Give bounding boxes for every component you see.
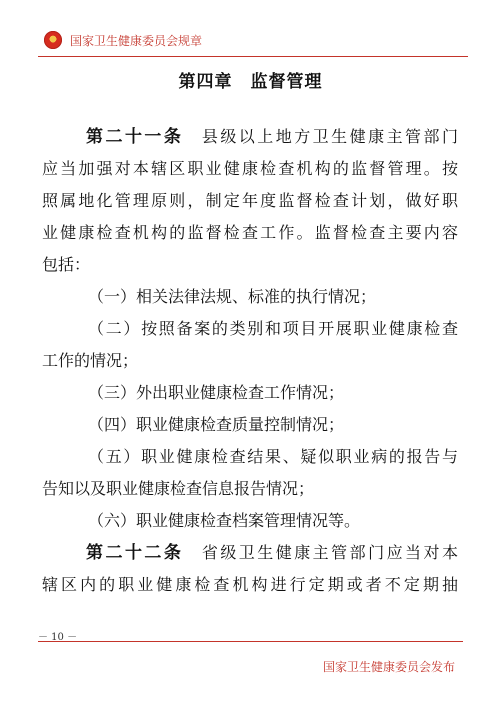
list-item-continuation: 工作的情况； — [42, 351, 139, 370]
list-item: （五）职业健康检查结果、疑似职业病的报告与 — [88, 447, 458, 466]
article-21-line: 照属地化管理原则，制定年度监督检查计划，做好职 — [42, 191, 458, 210]
article-21-label: 第二十一条 — [86, 127, 184, 147]
list-item: （四）职业健康检查质量控制情况； — [88, 415, 345, 434]
footer-divider — [38, 641, 463, 642]
list-item-continuation: 告知以及职业健康检查信息报告情况； — [42, 479, 315, 498]
page-header — [38, 24, 468, 54]
footer-publisher: 国家卫生健康委员会发布 — [322, 660, 455, 674]
document-body — [42, 121, 458, 601]
list-item: （三）外出职业健康检查工作情况； — [88, 383, 345, 402]
list-item: （一）相关法律法规、标准的执行情况； — [88, 287, 377, 306]
article-22-line: 辖区内的职业健康检查机构进行定期或者不定期抽 — [42, 575, 458, 594]
header-title: 国家卫生健康委员会规章 — [70, 34, 203, 48]
article-22-label: 第二十二条 — [86, 543, 184, 563]
list-item: （二）按照备案的类别和项目开展职业健康检查 — [88, 319, 458, 338]
chapter-title: 第四章 监督管理 — [178, 72, 323, 92]
page-number: － 10 － — [38, 632, 78, 643]
article-21-line: 业健康检查机构的监督检查工作。监督检查主要内容 — [42, 223, 458, 242]
header-divider — [38, 56, 468, 57]
national-emblem-icon — [44, 31, 62, 49]
article-21-line: 应当加强对本辖区职业健康检查机构的监督管理。按 — [42, 159, 458, 178]
article-21-line: 包括： — [42, 255, 91, 274]
list-item: （六）职业健康检查档案管理情况等。 — [88, 511, 361, 530]
article-22-line: 第二十二条 省级卫生健康主管部门应当对本 — [86, 543, 458, 563]
article-21-line: 第二十一条 县级以上地方卫生健康主管部门 — [86, 127, 458, 147]
